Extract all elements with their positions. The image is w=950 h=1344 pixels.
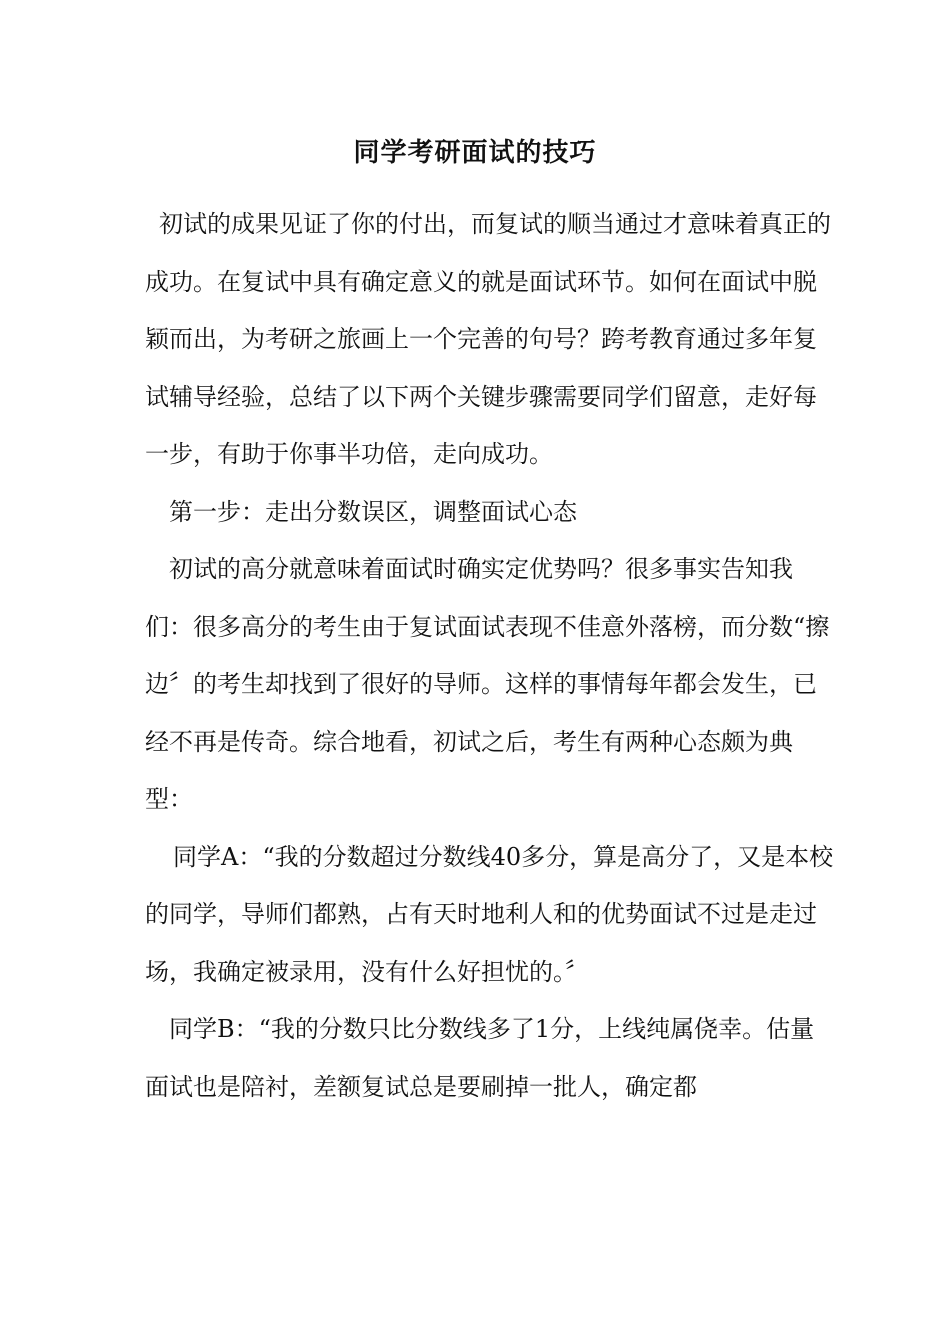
paragraph-step-one-heading: 第一步：走出分数误区，调整面试心态 — [169, 497, 577, 526]
document-body — [145, 196, 835, 1116]
document-title: 同学考研面试的技巧 — [353, 138, 597, 168]
paragraph-score-myth: 初试的高分就意味着面试时确实定优势吗？很多事实告知我们：很多高分的考生由于复试面试表现不佳意外落榜，而分数“擦边〞的考生却找到了很好的导师。这样的事情每年都会发生，已经不再是传奇。综合地看，初试之后，考生有两种心态颇为典型： — [145, 555, 830, 813]
paragraph-student-a: 同学A：“我的分数超过分数线40多分，算是高分了，又是本校的同学，导师们都熟，占有天时地利人和的优势面试不过是走过场，我确定被录用，没有什么好担忧的。〞 — [145, 842, 834, 986]
paragraph-intro: 初试的成果见证了你的付出，而复试的顺当通过才意味着真正的成功。在复试中具有确定意义的就是面试环节。如何在面试中脱颖而出，为考研之旅画上一个完善的句号？跨考教育通过多年复试辅导经验，总结了以下两个关键步骤需要同学们留意，走好每一步，有助于你事半功倍，走向成功。 — [145, 210, 831, 468]
paragraph-student-b: 同学B：“我的分数只比分数线多了1分，上线纯属侥幸。估量面试也是陪衬，差额复试总是要刷掉一批人，确定都 — [145, 1015, 815, 1101]
